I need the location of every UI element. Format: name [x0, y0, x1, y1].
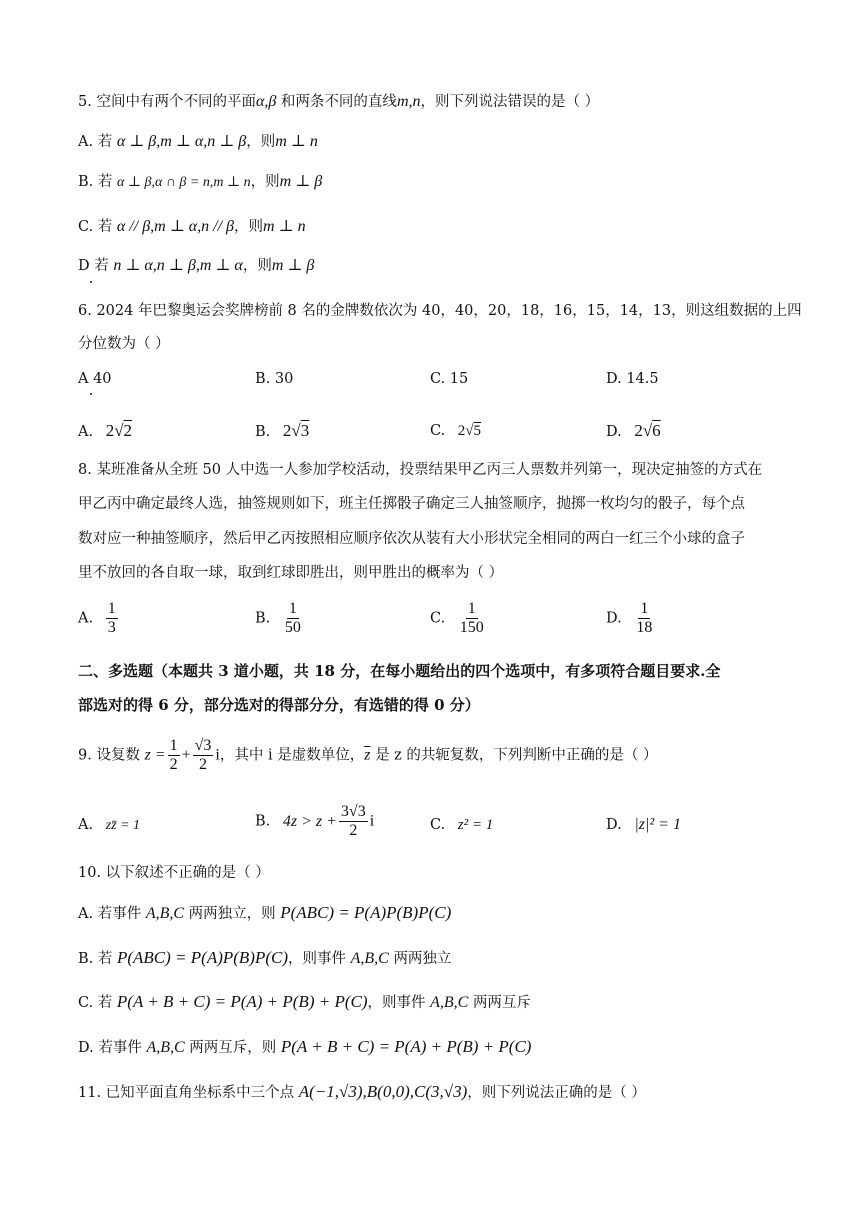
- q5-b-then: ，则: [250, 174, 280, 190]
- q7-d-label: D.: [606, 424, 622, 440]
- q8-a-label: A.: [78, 610, 94, 627]
- q5-option-b: [78, 172, 322, 193]
- q8-stem-line-1: 8. 某班准备从全班 50 人中选一人参加学校活动，投票结果甲乙丙三人票数并列第一，现决定抽签的方式在: [78, 462, 763, 478]
- q9-c-expr: z² = 1: [457, 817, 494, 833]
- q10-c-text-3: 两两互斥: [472, 995, 531, 1011]
- q8-option-c: [430, 600, 488, 637]
- q5-stem-text-3: ，则下列说法错误的是（ ）: [420, 94, 600, 110]
- q9-option-c: [430, 815, 493, 835]
- q5-c-then: ，则: [234, 219, 264, 235]
- q11-stem-text-1: 11. 已知平面直角坐标系中三个点: [78, 1085, 295, 1101]
- q5-d-then: ，则: [242, 258, 272, 274]
- q8-stem-line-4: 里不放回的各自取一球，取到红球即胜出，则甲胜出的概率为（ ）: [78, 565, 504, 581]
- q8-c-num: 1: [467, 600, 476, 617]
- q9-half-den: 2: [169, 756, 178, 773]
- q5-c-result: m ⊥ n: [263, 218, 306, 235]
- q10-option-d: [78, 1037, 531, 1058]
- q8-stem-line-2: 甲乙丙中确定最终人选，抽签规则如下，班主任掷骰子确定三人抽签顺序，抛掷一枚均匀的骰子，每个点: [78, 496, 745, 512]
- q7-a-expr: 2√2: [105, 421, 133, 440]
- q5-stem: [78, 92, 599, 112]
- q5-stem-text-1: 5. 空间中有两个不同的平面: [78, 94, 256, 110]
- q10-b-text-3: 两两独立: [393, 951, 452, 967]
- q5-b-expr: α ⊥ β,α ∩ β = n,m ⊥ n: [116, 175, 251, 190]
- q9-half-num: 1: [169, 737, 178, 754]
- q9-d-expr: |z|² = 1: [634, 816, 681, 833]
- q7-option-c: [430, 421, 481, 441]
- q10-stem: 10. 以下叙述不正确的是（ ）: [78, 865, 270, 881]
- q9-option-a: [78, 815, 140, 836]
- q9-option-d: [606, 815, 681, 835]
- q5-a-result: m ⊥ n: [275, 133, 318, 150]
- q9-stem-text-1: 9. 设复数: [78, 747, 140, 764]
- q5-option-a: [78, 132, 318, 152]
- q7-option-d: [606, 421, 661, 442]
- q5-lines: m,n: [396, 93, 421, 110]
- q10-c-equation: P(A + B + C) = P(A) + P(B) + P(C): [116, 992, 368, 1011]
- q8-c-den: 150: [459, 619, 484, 636]
- q9-b-i: i: [369, 812, 375, 830]
- q8-option-b: [255, 600, 305, 637]
- q9-sqrt3-half: [193, 737, 214, 774]
- q8-a-fraction: [106, 600, 118, 637]
- q10-d-text-2: 两两互斥，则: [189, 1040, 277, 1056]
- stray-dot: [90, 393, 92, 395]
- q9-d-label: D.: [606, 817, 622, 833]
- q8-option-a: [78, 600, 120, 637]
- q7-b-expr: 2√3: [282, 421, 310, 440]
- q9-half: [168, 737, 180, 774]
- q8-d-den: 18: [636, 619, 653, 636]
- q8-a-num: 1: [107, 600, 116, 617]
- q6-stem-line-1: 6. 2024 年巴黎奥运会奖牌榜前 8 名的金牌数依次为 40，40，20，18，16，15，14，13，则这组数据的上四: [78, 303, 802, 319]
- q9-plus: +: [181, 746, 191, 764]
- q11-stem-text-2: ，则下列说法正确的是（ ）: [467, 1085, 646, 1101]
- q8-d-num: 1: [640, 600, 649, 617]
- q9-a-expr: zz̄ = 1: [105, 818, 141, 833]
- q6-stem-line-2: 分位数为（ ）: [78, 336, 170, 352]
- q8-stem-line-3: 数对应一种抽签顺序，然后甲乙丙按照相应顺序依次从装有大小形状完全相同的两白一红三个小球的盒子: [78, 531, 745, 547]
- q9-stem: [78, 737, 658, 774]
- q7-d-coef: 2: [634, 421, 643, 440]
- q10-d-events: A,B,C: [146, 1039, 185, 1056]
- q9-b-fraction: [339, 803, 368, 840]
- q7-c-radicand: 5: [473, 423, 482, 439]
- q9-i: i: [215, 746, 220, 764]
- stray-dot: [90, 281, 92, 283]
- q9-sqrt3-num: √3: [194, 737, 212, 754]
- q7-b-coef: 2: [282, 421, 292, 440]
- q8-c-fraction: [458, 600, 486, 637]
- q10-option-b: [78, 948, 451, 969]
- q10-d-text-1: D. 若事件: [78, 1040, 142, 1056]
- q5-a-then: ，则: [246, 134, 276, 150]
- q9-b-label: B.: [255, 813, 271, 830]
- q8-option-d: [606, 600, 656, 637]
- q5-a-label: A. 若: [78, 134, 113, 150]
- q10-b-events: A,B,C: [350, 950, 389, 967]
- q10-b-equation: P(ABC) = P(A)P(B)P(C): [116, 948, 288, 967]
- q10-a-text-1: A. 若事件: [78, 906, 142, 922]
- q6-option-a: A 40: [78, 371, 112, 387]
- q7-b-label: B.: [255, 424, 271, 440]
- q5-d-expr: n ⊥ α,n ⊥ β,m ⊥ α: [113, 257, 243, 274]
- q10-option-c: [78, 992, 531, 1013]
- q5-c-label: C. 若: [78, 219, 113, 235]
- q5-option-c: [78, 217, 306, 237]
- q9-stem-text-2: ，其中 i 是虚数单位，: [219, 747, 365, 764]
- q7-d-radicand: 6: [652, 421, 661, 440]
- q8-d-label: D.: [606, 610, 622, 627]
- q9-b-expr: 4z > z +: [282, 812, 337, 830]
- q9-stem-text-3: 是 z 的共轭复数，下列判断中正确的是（ ）: [375, 747, 658, 764]
- q5-b-result: m ⊥ β: [279, 173, 323, 190]
- q8-b-num: 1: [288, 600, 297, 617]
- q6-option-c: C. 15: [430, 371, 469, 387]
- q8-d-fraction: [634, 600, 654, 637]
- q8-a-den: 3: [107, 619, 116, 636]
- q5-stem-text-2: 和两条不同的直线: [276, 94, 397, 110]
- q10-c-text-2: ，则事件: [367, 995, 426, 1011]
- q7-c-coef: 2: [457, 423, 466, 439]
- q10-a-text-2: 两两独立，则: [188, 906, 276, 922]
- q10-c-text-1: C. 若: [78, 995, 113, 1011]
- q9-a-label: A.: [78, 817, 94, 833]
- q8-b-den: 50: [284, 619, 301, 636]
- q7-a-radicand: 2: [123, 421, 133, 440]
- q5-c-expr: α // β,m ⊥ α,n // β: [116, 218, 235, 235]
- q5-b-label: B. 若: [78, 174, 113, 190]
- q6-option-b: B. 30: [255, 371, 294, 387]
- q7-b-radicand: 3: [300, 421, 310, 440]
- q10-a-events: A,B,C: [145, 905, 185, 922]
- q7-a-coef: 2: [105, 421, 115, 440]
- q7-c-expr: 2√5: [457, 423, 482, 439]
- q7-option-a: [78, 421, 132, 442]
- q9-zbar: $\overline{z}$: [364, 746, 371, 764]
- q10-d-equation: P(A + B + C) = P(A) + P(B) + P(C): [280, 1037, 532, 1056]
- q8-c-label: C.: [430, 610, 446, 627]
- q10-b-text-1: B. 若: [78, 951, 113, 967]
- q9-option-b: [255, 803, 374, 840]
- q9-b-num: 3√3: [340, 803, 366, 820]
- q8-b-label: B.: [255, 610, 271, 627]
- q5-a-expr: α ⊥ β,m ⊥ α,n ⊥ β: [116, 133, 247, 150]
- q9-z-eq: z =: [144, 746, 166, 764]
- q10-option-a: [78, 903, 451, 924]
- q11-points: A(−1,√3),B(0,0),C(3,√3): [298, 1082, 468, 1101]
- q5-option-d: [78, 256, 314, 276]
- q7-d-expr: 2√6: [634, 421, 661, 440]
- q5-d-result: m ⊥ β: [271, 257, 315, 274]
- q10-b-text-2: ，则事件: [288, 951, 346, 967]
- q7-a-label: A.: [78, 424, 94, 440]
- q9-b-den: 2: [349, 822, 358, 839]
- q7-option-b: [255, 421, 309, 442]
- q9-c-label: C.: [430, 817, 446, 833]
- q9-sqrt3-den: 2: [199, 756, 208, 773]
- q8-b-fraction: [283, 600, 303, 637]
- q7-c-label: C.: [430, 423, 446, 439]
- q11-stem: [78, 1082, 646, 1103]
- q5-d-label: D 若: [78, 258, 109, 274]
- section-2-heading-line-1: 二、多选题（本题共 3 道小题，共 18 分，在每小题给出的四个选项中，有多项符合题目要求.全: [78, 662, 721, 680]
- q10-a-equation: P(ABC) = P(A)P(B)P(C): [280, 903, 452, 922]
- section-2-heading-line-2: 部选对的得 6 分，部分选对的得部分分，有选错的得 0 分）: [78, 696, 480, 714]
- q10-c-events: A,B,C: [430, 994, 469, 1011]
- q5-planes: α,β: [255, 93, 277, 110]
- q6-option-d: D. 14.5: [606, 371, 659, 387]
